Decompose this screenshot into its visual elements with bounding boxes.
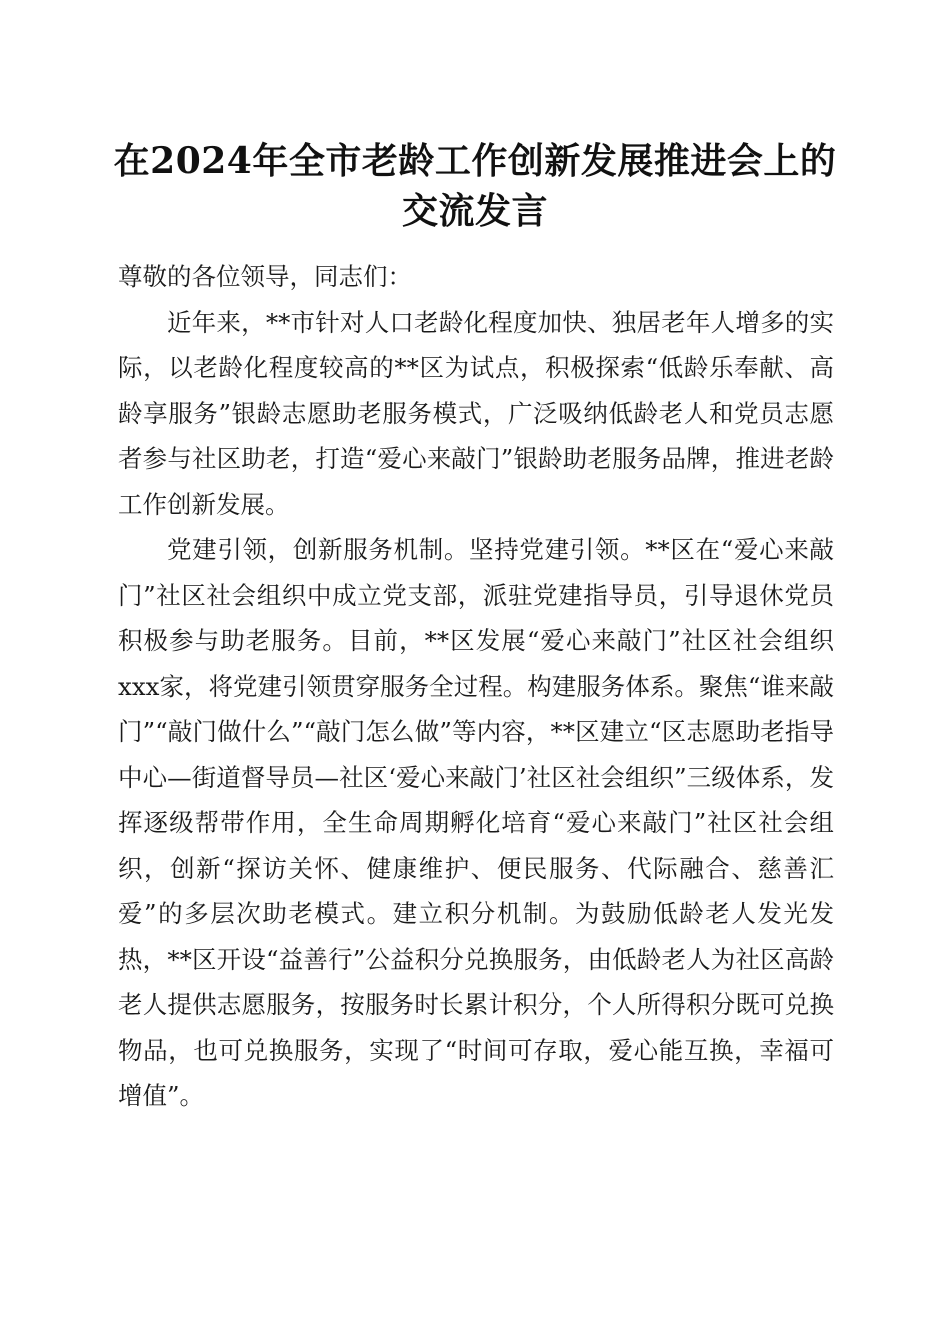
salutation: 尊敬的各位领导，同志们： [118, 262, 412, 291]
document-title [100, 136, 850, 236]
document-body [118, 254, 834, 1119]
title-line-2: 交流发言 [401, 190, 548, 232]
paragraph-party-leadership: 党建引领，创新服务机制。坚持党建引领。**区在“爱心来敲门”社区社会组织中成立党支部，派驻党建指导员，引导退休党员积极参与助老服务。目前，**区发展“爱心来敲门”社区社会组织xxx家，将党建引领贯穿服务全过程。构建服务体系。聚焦“谁来敲门”“敲门做什么”“敲门怎么做”等内容，**区建立“区志愿助老指导中心—街道督导员—社区‘爱心来敲门’社区社会组织”三级体系，发挥逐级帮带作用，全生命周期孵化培育“爱心来敲门”社区社会组织，创新“探访关怀、健康维护、便民服务、代际融合、慈善汇爱”的多层次助老模式。建立积分机制。为鼓励低龄老人发光发热，**区开设“益善行”公益积分兑换服务，由低龄老人为社区高龄老人提供志愿服务，按服务时长累计积分，个人所得积分既可兑换物品，也可兑换服务，实现了“时间可存取，爱心能互换，幸福可增值”。 [118, 535, 834, 1110]
paragraph-intro: 近年来，**市针对人口老龄化程度加快、独居老年人增多的实际，以老龄化程度较高的**区为试点，积极探索“低龄乐奉献、高龄享服务”银龄志愿助老服务模式，广泛吸纳低龄老人和党员志愿者参与社区助老，打造“爱心来敲门”银龄助老服务品牌，推进老龄工作创新发展。 [118, 307, 834, 519]
title-line-1: 在2024年全市老龄工作创新发展推进会上的 [113, 140, 837, 182]
